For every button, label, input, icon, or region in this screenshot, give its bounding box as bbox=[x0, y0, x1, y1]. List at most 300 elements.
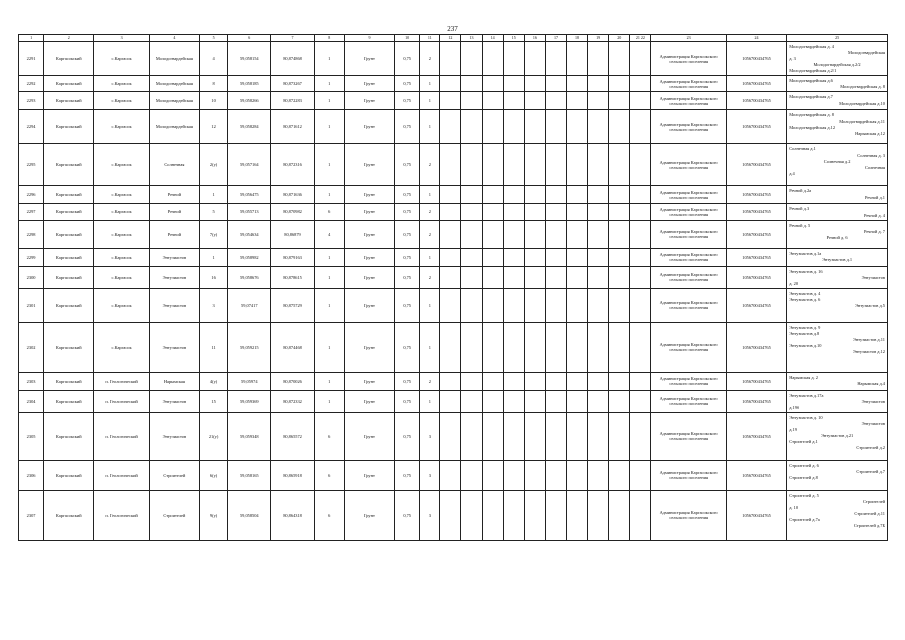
container-count: 2 bbox=[420, 266, 440, 288]
volume: 0,75 bbox=[395, 460, 420, 490]
empty-cell bbox=[545, 144, 566, 186]
column-8-value: 1 bbox=[314, 144, 344, 186]
latitude: 59,055713 bbox=[228, 204, 271, 220]
house-number: 2(у) bbox=[200, 144, 228, 186]
column-8-value: 6 bbox=[314, 460, 344, 490]
longitude: 80,873267 bbox=[271, 76, 314, 92]
empty-cell bbox=[482, 372, 503, 390]
district: Каргасокский bbox=[44, 372, 94, 390]
row-id: 2293 bbox=[19, 92, 44, 110]
address-line: Нарымская д. 2 bbox=[789, 374, 818, 380]
row-id: 2303 bbox=[19, 372, 44, 390]
street: Энтузиастов bbox=[149, 288, 199, 322]
empty-cell bbox=[630, 460, 651, 490]
district: Каргасокский bbox=[44, 288, 94, 322]
empty-cell bbox=[482, 144, 503, 186]
empty-cell bbox=[630, 322, 651, 372]
empty-cell bbox=[524, 288, 545, 322]
address-line: д.4 bbox=[789, 170, 795, 176]
address-line: Энтузиастов д.8 bbox=[789, 330, 820, 336]
served-addresses bbox=[787, 186, 888, 204]
empty-cell bbox=[461, 390, 482, 412]
street: Молодогвардейская bbox=[149, 92, 199, 110]
served-addresses bbox=[787, 110, 888, 144]
column-number: 11 bbox=[420, 35, 440, 42]
address-line: д.19б bbox=[789, 404, 800, 410]
volume: 0,75 bbox=[395, 204, 420, 220]
locality: п. Геологический bbox=[94, 460, 149, 490]
latitude: 59,058165 bbox=[228, 460, 271, 490]
volume: 0,75 bbox=[395, 372, 420, 390]
house-number: 4 bbox=[200, 42, 228, 76]
address-line: Энтузиастов д.17а bbox=[789, 392, 824, 398]
empty-cell bbox=[545, 42, 566, 76]
locality: с.Каргасок bbox=[94, 204, 149, 220]
owner-inn: 1056700434765 bbox=[726, 322, 786, 372]
district: Каргасокский bbox=[44, 322, 94, 372]
empty-cell bbox=[440, 322, 461, 372]
locality: с.Каргасок bbox=[94, 110, 149, 144]
empty-cell bbox=[567, 248, 588, 266]
owner-name: Администрация Каргасокского сельского поселения bbox=[651, 322, 726, 372]
empty-cell bbox=[588, 490, 609, 540]
empty-cell bbox=[482, 220, 503, 248]
empty-cell bbox=[588, 92, 609, 110]
empty-cell bbox=[440, 144, 461, 186]
address-line: Энтузиастов д. 9 bbox=[789, 324, 821, 330]
empty-cell bbox=[588, 322, 609, 372]
latitude: 59,058154 bbox=[228, 42, 271, 76]
empty-cell bbox=[630, 186, 651, 204]
served-addresses bbox=[787, 288, 888, 322]
latitude: 59,059215 bbox=[228, 322, 271, 372]
empty-cell bbox=[567, 490, 588, 540]
volume: 0,75 bbox=[395, 390, 420, 412]
empty-cell bbox=[567, 460, 588, 490]
owner-name: Администрация Каргасокского сельского поселения bbox=[651, 110, 726, 144]
empty-cell bbox=[524, 322, 545, 372]
address-line: Нарымская д.4 bbox=[857, 380, 885, 386]
district: Каргасокский bbox=[44, 110, 94, 144]
empty-cell bbox=[503, 460, 524, 490]
address-line: Энтузиастов д.5 bbox=[854, 302, 885, 308]
row-id: 2299 bbox=[19, 248, 44, 266]
district: Каргасокский bbox=[44, 248, 94, 266]
owner-inn: 1056700434765 bbox=[726, 372, 786, 390]
container-count: 1 bbox=[420, 390, 440, 412]
owner-inn: 1056700434765 bbox=[726, 288, 786, 322]
empty-cell bbox=[503, 322, 524, 372]
table-row bbox=[19, 186, 888, 204]
house-number: 1 bbox=[200, 248, 228, 266]
column-number: 17 bbox=[545, 35, 566, 42]
empty-cell bbox=[461, 248, 482, 266]
address-line: Строителей д.8 bbox=[789, 475, 818, 481]
district: Каргасокский bbox=[44, 92, 94, 110]
container-count: 2 bbox=[420, 144, 440, 186]
owner-inn: 1056700434765 bbox=[726, 92, 786, 110]
empty-cell bbox=[503, 76, 524, 92]
empty-cell bbox=[588, 372, 609, 390]
address-line: Энтузиастов д. 6 bbox=[789, 296, 821, 302]
owner-name: Администрация Каргасокского сельского поселения bbox=[651, 288, 726, 322]
empty-cell bbox=[567, 92, 588, 110]
container-count: 1 bbox=[420, 110, 440, 144]
address-line: Речной д.3 bbox=[789, 206, 810, 212]
column-8-value: 1 bbox=[314, 42, 344, 76]
address-line: Речной д. 4 bbox=[863, 212, 885, 218]
column-8-value: 1 bbox=[314, 76, 344, 92]
empty-cell bbox=[630, 490, 651, 540]
empty-cell bbox=[609, 412, 630, 460]
container-count: 3 bbox=[420, 460, 440, 490]
empty-cell bbox=[440, 92, 461, 110]
longitude: 80,870026 bbox=[271, 372, 314, 390]
empty-cell bbox=[524, 390, 545, 412]
empty-cell bbox=[524, 92, 545, 110]
empty-cell bbox=[545, 186, 566, 204]
empty-cell bbox=[440, 490, 461, 540]
empty-cell bbox=[440, 42, 461, 76]
locality: с.Каргасок bbox=[94, 266, 149, 288]
empty-cell bbox=[609, 288, 630, 322]
empty-cell bbox=[567, 288, 588, 322]
locality: п. Геологический bbox=[94, 412, 149, 460]
empty-cell bbox=[609, 322, 630, 372]
empty-cell bbox=[482, 490, 503, 540]
column-8-value: 1 bbox=[314, 322, 344, 372]
longitude: 80,874468 bbox=[271, 322, 314, 372]
empty-cell bbox=[482, 76, 503, 92]
owner-inn: 1056700434765 bbox=[726, 42, 786, 76]
longitude: 80,875729 bbox=[271, 288, 314, 322]
column-8-value: 1 bbox=[314, 248, 344, 266]
empty-cell bbox=[545, 412, 566, 460]
served-addresses bbox=[787, 220, 888, 248]
empty-cell bbox=[609, 186, 630, 204]
column-number: 25 bbox=[787, 35, 888, 42]
empty-cell bbox=[630, 266, 651, 288]
latitude: 59,07417 bbox=[228, 288, 271, 322]
address-line: Энтузиастов д.12 bbox=[852, 349, 885, 354]
empty-cell bbox=[609, 390, 630, 412]
empty-cell bbox=[545, 110, 566, 144]
address-line: Строителей д.7Б bbox=[853, 523, 885, 529]
empty-cell bbox=[609, 204, 630, 220]
latitude: 59,059369 bbox=[228, 390, 271, 412]
empty-cell bbox=[545, 390, 566, 412]
column-number: 5 bbox=[200, 35, 228, 42]
empty-cell bbox=[609, 110, 630, 144]
longitude: 80,864318 bbox=[271, 490, 314, 540]
address-line: Солнечная д. 3 bbox=[857, 152, 885, 158]
locality: с.Каргасок bbox=[94, 76, 149, 92]
empty-cell bbox=[545, 266, 566, 288]
district: Каргасокский bbox=[44, 42, 94, 76]
surface-cover: Грунт bbox=[344, 144, 394, 186]
volume: 0,75 bbox=[395, 144, 420, 186]
house-number: 1 bbox=[200, 186, 228, 204]
empty-cell bbox=[609, 76, 630, 92]
empty-cell bbox=[524, 266, 545, 288]
address-line: Энтузиастов д.1а bbox=[789, 250, 822, 256]
column-number: 16 bbox=[524, 35, 545, 42]
address-line: Энтузиастов bbox=[861, 274, 885, 280]
empty-cell bbox=[545, 322, 566, 372]
address-line: Нарымская д.12 bbox=[855, 130, 885, 136]
empty-cell bbox=[503, 288, 524, 322]
empty-cell bbox=[503, 92, 524, 110]
longitude: 80,871612 bbox=[271, 110, 314, 144]
empty-cell bbox=[588, 288, 609, 322]
empty-cell bbox=[609, 42, 630, 76]
owner-inn: 1056700434765 bbox=[726, 266, 786, 288]
street: Молодогвардейская bbox=[149, 42, 199, 76]
table-row bbox=[19, 372, 888, 390]
street: Строителей bbox=[149, 460, 199, 490]
served-addresses bbox=[787, 144, 888, 186]
empty-cell bbox=[524, 412, 545, 460]
address-line: Энтузиастов д.21 bbox=[820, 433, 854, 439]
column-number: 24 bbox=[726, 35, 786, 42]
row-id: 2301 bbox=[19, 288, 44, 322]
locality: с.Каргасок bbox=[94, 248, 149, 266]
served-addresses bbox=[787, 412, 888, 460]
empty-cell bbox=[503, 390, 524, 412]
column-8-value: 1 bbox=[314, 288, 344, 322]
column-8-value: 1 bbox=[314, 92, 344, 110]
address-line: Молодогвардейская д. 8 bbox=[789, 112, 834, 118]
page-number: 237 bbox=[447, 25, 458, 33]
empty-cell bbox=[588, 220, 609, 248]
latitude: 59,057164 bbox=[228, 144, 271, 186]
empty-cell bbox=[440, 76, 461, 92]
address-line: Молодогвардейская д.12 bbox=[789, 124, 836, 130]
address-line: Речной д.2а bbox=[789, 188, 812, 194]
empty-cell bbox=[503, 248, 524, 266]
locality: с.Каргасок bbox=[94, 322, 149, 372]
empty-cell bbox=[440, 460, 461, 490]
house-number: 9(у) bbox=[200, 490, 228, 540]
empty-cell bbox=[588, 266, 609, 288]
empty-cell bbox=[482, 204, 503, 220]
empty-cell bbox=[503, 110, 524, 144]
empty-cell bbox=[524, 204, 545, 220]
surface-cover: Грунт bbox=[344, 490, 394, 540]
empty-cell bbox=[440, 412, 461, 460]
longitude: 80,86879 bbox=[271, 220, 314, 248]
volume: 0,75 bbox=[395, 110, 420, 144]
table-row bbox=[19, 204, 888, 220]
locality: с.Каргасок bbox=[94, 220, 149, 248]
surface-cover: Грунт bbox=[344, 204, 394, 220]
district: Каргасокский bbox=[44, 490, 94, 540]
longitude: 80,878615 bbox=[271, 266, 314, 288]
address-line: Строителей д.11 bbox=[854, 511, 885, 517]
empty-cell bbox=[630, 92, 651, 110]
column-number: 12 bbox=[440, 35, 461, 42]
empty-cell bbox=[524, 186, 545, 204]
owner-inn: 1056700434765 bbox=[726, 144, 786, 186]
column-number: 7 bbox=[271, 35, 314, 42]
volume: 0,75 bbox=[395, 322, 420, 372]
address-line: д. 20 bbox=[789, 280, 799, 286]
street: Нарымская bbox=[149, 372, 199, 390]
locality: п. Геологический bbox=[94, 390, 149, 412]
house-number: 6(у) bbox=[200, 460, 228, 490]
empty-cell bbox=[609, 92, 630, 110]
container-count: 2 bbox=[420, 42, 440, 76]
empty-cell bbox=[524, 144, 545, 186]
house-number: 10 bbox=[200, 92, 228, 110]
empty-cell bbox=[630, 204, 651, 220]
row-id: 2306 bbox=[19, 460, 44, 490]
column-8-value: 1 bbox=[314, 186, 344, 204]
empty-cell bbox=[503, 266, 524, 288]
column-number: 21 22 bbox=[630, 35, 651, 42]
empty-cell bbox=[461, 186, 482, 204]
empty-cell bbox=[609, 144, 630, 186]
address-line: Солнечная д.2 bbox=[823, 158, 851, 164]
table-row bbox=[19, 460, 888, 490]
empty-cell bbox=[524, 372, 545, 390]
longitude: 80,865918 bbox=[271, 460, 314, 490]
surface-cover: Грунт bbox=[344, 372, 394, 390]
longitude: 80,872316 bbox=[271, 144, 314, 186]
latitude: 59,058982 bbox=[228, 248, 271, 266]
latitude: 59,059348 bbox=[228, 412, 271, 460]
address-line: Молодогвардейская д.11 bbox=[839, 118, 885, 124]
empty-cell bbox=[503, 490, 524, 540]
district: Каргасокский bbox=[44, 412, 94, 460]
address-line: д.19 bbox=[789, 427, 797, 433]
empty-cell bbox=[567, 266, 588, 288]
owner-name: Администрация Каргасокского сельского поселения bbox=[651, 266, 726, 288]
empty-cell bbox=[567, 204, 588, 220]
served-addresses bbox=[787, 42, 888, 76]
latitude: 59,058676 bbox=[228, 266, 271, 288]
empty-cell bbox=[482, 288, 503, 322]
empty-cell bbox=[630, 248, 651, 266]
column-number: 9 bbox=[344, 35, 394, 42]
empty-cell bbox=[630, 76, 651, 92]
district: Каргасокский bbox=[44, 76, 94, 92]
empty-cell bbox=[440, 186, 461, 204]
table-row bbox=[19, 42, 888, 76]
longitude: 80,879163 bbox=[271, 248, 314, 266]
empty-cell bbox=[545, 460, 566, 490]
column-number: 15 bbox=[503, 35, 524, 42]
owner-name: Администрация Каргасокского сельского поселения bbox=[651, 144, 726, 186]
surface-cover: Грунт bbox=[344, 412, 394, 460]
empty-cell bbox=[461, 144, 482, 186]
address-line: Строителей д. 6 bbox=[789, 462, 819, 468]
empty-cell bbox=[630, 144, 651, 186]
surface-cover: Грунт bbox=[344, 76, 394, 92]
house-number: 16 bbox=[200, 266, 228, 288]
register-table bbox=[18, 34, 888, 541]
address-line: Энтузиастов д.1 bbox=[822, 256, 853, 262]
empty-cell bbox=[609, 490, 630, 540]
column-8-value: 6 bbox=[314, 204, 344, 220]
street: Энтузиастов bbox=[149, 412, 199, 460]
table-row bbox=[19, 92, 888, 110]
surface-cover: Грунт bbox=[344, 390, 394, 412]
empty-cell bbox=[545, 204, 566, 220]
volume: 0,75 bbox=[395, 42, 420, 76]
column-8-value: 1 bbox=[314, 266, 344, 288]
house-number: 12 bbox=[200, 110, 228, 144]
volume: 0,75 bbox=[395, 248, 420, 266]
empty-cell bbox=[503, 372, 524, 390]
table-row bbox=[19, 220, 888, 248]
empty-cell bbox=[630, 390, 651, 412]
empty-cell bbox=[461, 460, 482, 490]
empty-cell bbox=[461, 372, 482, 390]
owner-name: Администрация Каргасокского сельского поселения bbox=[651, 76, 726, 92]
header-row bbox=[19, 35, 888, 42]
served-addresses bbox=[787, 204, 888, 220]
district: Каргасокский bbox=[44, 460, 94, 490]
address-line: Молодогвардейская bbox=[847, 50, 885, 56]
address-line: Энтузиастов д. 10 bbox=[789, 414, 823, 420]
empty-cell bbox=[461, 92, 482, 110]
empty-cell bbox=[503, 204, 524, 220]
street: Энтузиастов bbox=[149, 322, 199, 372]
volume: 0,75 bbox=[395, 288, 420, 322]
empty-cell bbox=[482, 248, 503, 266]
address-line: Энтузиастов д. 16 bbox=[789, 268, 823, 274]
district: Каргасокский bbox=[44, 186, 94, 204]
table-row bbox=[19, 412, 888, 460]
empty-cell bbox=[588, 186, 609, 204]
empty-cell bbox=[545, 76, 566, 92]
owner-name: Администрация Каргасокского сельского поселения bbox=[651, 390, 726, 412]
empty-cell bbox=[567, 76, 588, 92]
district: Каргасокский bbox=[44, 390, 94, 412]
empty-cell bbox=[567, 412, 588, 460]
row-id: 2291 bbox=[19, 42, 44, 76]
served-addresses bbox=[787, 372, 888, 390]
owner-inn: 1056700434765 bbox=[726, 76, 786, 92]
served-addresses bbox=[787, 248, 888, 266]
container-count: 2 bbox=[420, 372, 440, 390]
address-line: Речной д. 7 bbox=[863, 228, 885, 234]
house-number: 11 bbox=[200, 322, 228, 372]
empty-cell bbox=[440, 372, 461, 390]
empty-cell bbox=[461, 322, 482, 372]
empty-cell bbox=[567, 372, 588, 390]
locality: с.Каргасок bbox=[94, 186, 149, 204]
empty-cell bbox=[461, 204, 482, 220]
owner-inn: 1056700434765 bbox=[726, 248, 786, 266]
street: Энтузиастов bbox=[149, 248, 199, 266]
address-line: Строителей д.1 bbox=[789, 439, 818, 445]
row-id: 2300 bbox=[19, 266, 44, 288]
column-number: 6 bbox=[228, 35, 271, 42]
owner-name: Администрация Каргасокского сельского поселения bbox=[651, 204, 726, 220]
district: Каргасокский bbox=[44, 204, 94, 220]
locality: с.Каргасок bbox=[94, 92, 149, 110]
address-line: Речной д.1 bbox=[865, 194, 885, 200]
served-addresses bbox=[787, 92, 888, 110]
empty-cell bbox=[461, 220, 482, 248]
empty-cell bbox=[567, 390, 588, 412]
empty-cell bbox=[545, 288, 566, 322]
empty-cell bbox=[503, 186, 524, 204]
volume: 0,75 bbox=[395, 490, 420, 540]
empty-cell bbox=[609, 220, 630, 248]
